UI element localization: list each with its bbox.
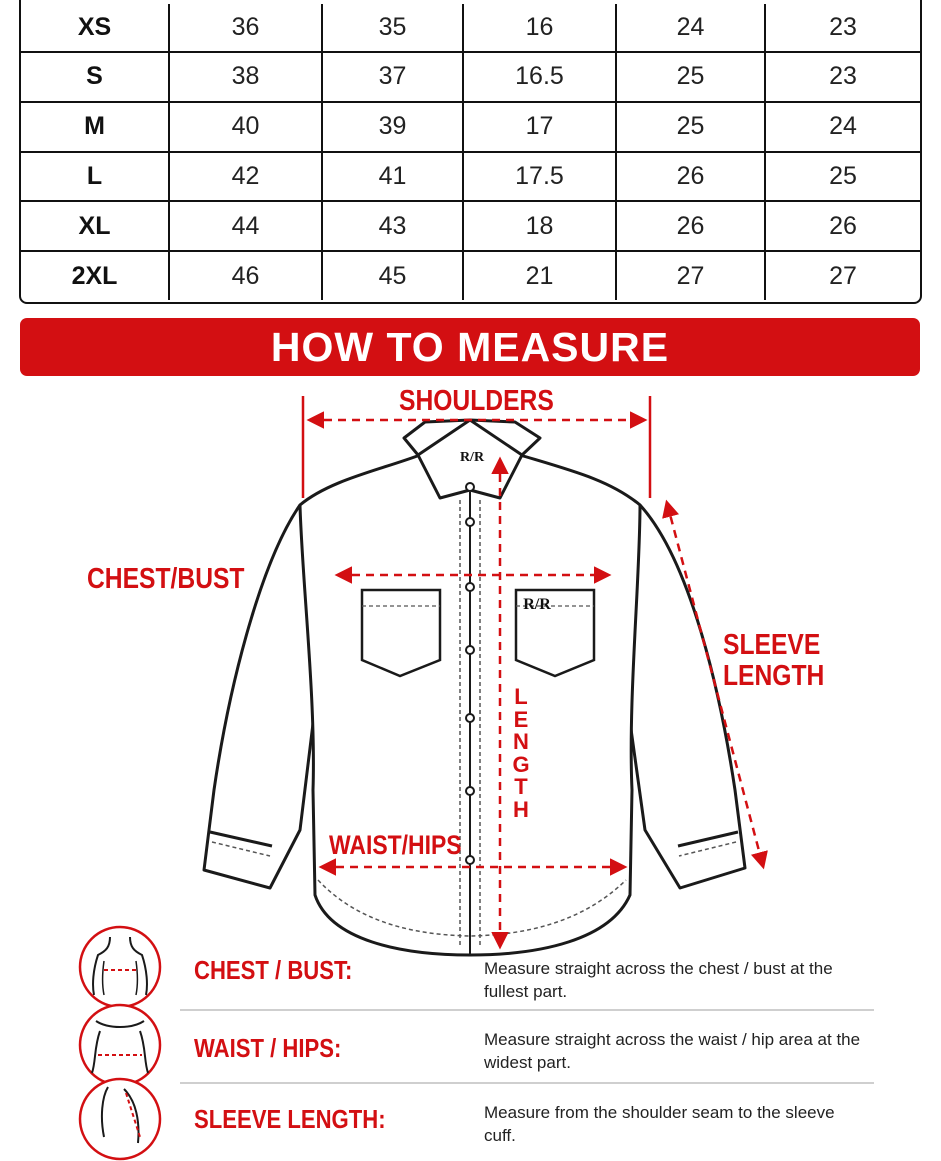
- table-cell: 27: [615, 252, 764, 300]
- waist-hips-label: WAIST/HIPS: [329, 830, 462, 860]
- banner-title: HOW TO MEASURE: [270, 323, 670, 370]
- logo-pocket: R/R: [523, 596, 551, 613]
- table-row: [21, 200, 920, 250]
- shoulders-label: SHOULDERS: [399, 385, 554, 417]
- table-cell: 16.5: [462, 53, 615, 101]
- guide-divider: [180, 1009, 874, 1011]
- table-cell: 17: [462, 103, 615, 151]
- table-cell: 45: [321, 252, 462, 300]
- size-cell: XL: [78, 211, 111, 240]
- table-cell: 42: [168, 153, 321, 201]
- guide-term: CHEST / BUST:: [194, 955, 353, 985]
- table-row: [21, 51, 920, 101]
- table-cell: 21: [462, 252, 615, 300]
- table-row: [21, 101, 920, 151]
- table-row: [21, 151, 920, 201]
- sleeve-measure-icon: [78, 1077, 162, 1161]
- table-cell: 25: [764, 153, 920, 201]
- table-cell: 26: [764, 202, 920, 250]
- table-cell: 23: [764, 53, 920, 101]
- sleeve-length-label: SLEEVE LENGTH: [723, 629, 825, 692]
- table-cell: 17.5: [462, 153, 615, 201]
- guide-description: Measure straight across the chest / bust at the fullest part.: [484, 959, 833, 1001]
- table-cell: 25: [615, 53, 764, 101]
- waist-measure-icon: [78, 1003, 162, 1087]
- size-cell: 2XL: [71, 261, 118, 290]
- size-cell: S: [86, 62, 103, 91]
- table-cell: 41: [321, 153, 462, 201]
- table-cell: 26: [615, 202, 764, 250]
- table-cell: 43: [321, 202, 462, 250]
- guide-description: Measure straight across the waist / hip area at the widest part.: [484, 1030, 861, 1072]
- guide-divider: [180, 1082, 874, 1084]
- table-cell: 16: [462, 4, 615, 51]
- table-cell: 40: [168, 103, 321, 151]
- table-cell: 24: [764, 103, 920, 151]
- table-cell: 27: [764, 252, 920, 300]
- table-cell: 44: [168, 202, 321, 250]
- table-cell: 36: [168, 4, 321, 51]
- table-cell: 26: [615, 153, 764, 201]
- table-cell: 23: [764, 4, 920, 51]
- guide-description: Measure from the shoulder seam to the sleeve cuff.: [484, 1103, 835, 1145]
- guide-term: SLEEVE LENGTH:: [194, 1104, 386, 1134]
- length-label: LENGTH: [512, 684, 530, 822]
- size-chart-table: [19, 0, 922, 304]
- table-cell: 18: [462, 202, 615, 250]
- size-cell: XS: [77, 13, 112, 41]
- table-cell: 25: [615, 103, 764, 151]
- table-cell: 46: [168, 252, 321, 300]
- table-cell: 39: [321, 103, 462, 151]
- table-cell: 38: [168, 53, 321, 101]
- size-cell: M: [84, 112, 105, 141]
- guide-term: WAIST / HIPS:: [194, 1033, 342, 1063]
- size-cell: L: [86, 161, 103, 190]
- how-to-measure-banner: [20, 318, 920, 376]
- chest-bust-label: CHEST/BUST: [87, 563, 245, 595]
- logo-collar: R/R: [459, 450, 485, 465]
- table-cell: 24: [615, 4, 764, 51]
- table-cell: 35: [321, 4, 462, 51]
- table-cell: 37: [321, 53, 462, 101]
- table-row: [21, 250, 920, 300]
- table-row: [21, 0, 920, 51]
- chest-measure-icon: [78, 925, 162, 1009]
